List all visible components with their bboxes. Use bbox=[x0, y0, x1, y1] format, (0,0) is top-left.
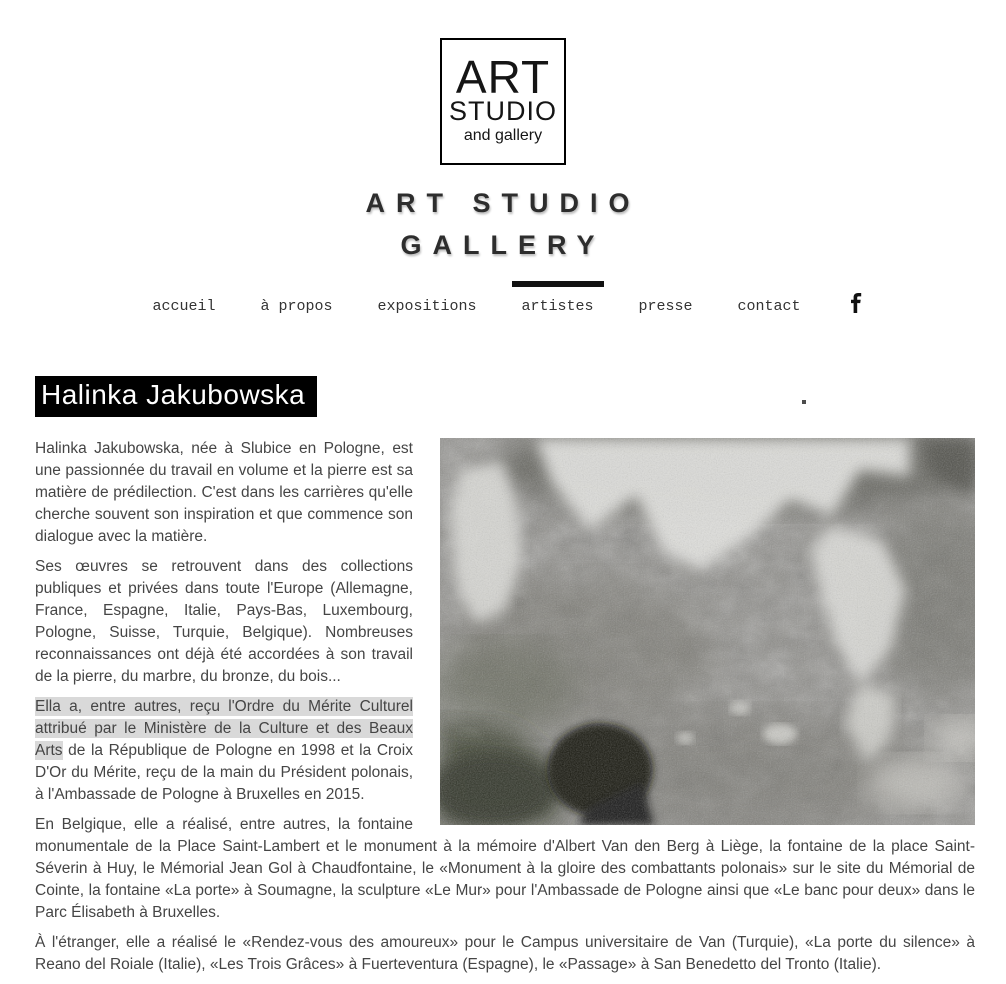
facebook-link[interactable] bbox=[848, 281, 864, 313]
artist-name-heading: Halinka Jakubowska bbox=[35, 376, 317, 417]
facebook-icon bbox=[848, 293, 864, 313]
nav-item-presse[interactable]: presse bbox=[638, 297, 693, 315]
site-title-line1: ART STUDIO bbox=[365, 188, 641, 218]
bio-paragraph-2: Ses œuvres se retrouvent dans des collections publiques et privées dans toute l'Europe (Allemagne, France, Espagne, Italie, Pays-Bas, Luxembourg, Pologne, Suisse, Turquie, Belgique). Nombreuses reconnaissances ont déjà été accordées à son travail de la pierre, du marbre, du bronze, du bois... bbox=[35, 557, 413, 685]
bio-paragraph-3-rest: de la République de Pologne en 1998 et la Croix D'Or du Mérite, reçu de la main du Président polonais, à l'Ambassade de Pologne à Bruxelles en 2015. bbox=[35, 741, 413, 803]
nav-item-a-propos[interactable]: à propos bbox=[260, 297, 333, 315]
artist-page bbox=[35, 376, 975, 984]
bio-paragraph-5: À l'étranger, elle a réalisé le «Rendez-vous des amoureux» pour le Campus universitaire de Van (Turquie), «La porte du silence» à Reano del Roiale (Italie), «Les Trois Grâces» à Fuerteventura (Espagne), le «Passage» à San Benedetto del Tronto (Italie). bbox=[35, 933, 975, 973]
artwork-photo bbox=[440, 438, 975, 825]
site-title-line2: GALLERY bbox=[400, 229, 606, 260]
highlighted-text: Ella a, entre autres, reçu l'Ordre du Mérite Culturel attribué par le Ministère de la Culture et des Beaux Arts bbox=[35, 697, 413, 759]
nav-item-contact[interactable]: contact bbox=[737, 297, 801, 315]
site-logo[interactable] bbox=[440, 38, 566, 165]
nav-item-expositions[interactable]: expositions bbox=[377, 297, 477, 315]
logo-line-studio: STUDIO bbox=[448, 96, 557, 127]
bio-paragraph-4: En Belgique, elle a réalisé, entre autres, la fontaine monumentale de la Place Saint-Lambert et le monument à la mémoire d'Albert Van den Berg à Liège, la fontaine de la place Saint-Séverin à Huy, le Mémorial Jean Gol à Chaudfontaine, le «Monument à la gloire des combattants polonais» sur le site du Mémorial de Cointe, la fontaine «La porte» à Soumagne, la sculpture «Le Mur» pour l'Ambassade de Pologne ainsi que «Le banc pour deux» dans le Parc Élisabeth à Bruxelles. bbox=[35, 815, 975, 921]
main-nav bbox=[0, 281, 1006, 319]
logo-line-and-gallery: and gallery bbox=[463, 127, 543, 145]
stray-dot bbox=[802, 400, 806, 404]
nav-item-artistes[interactable]: artistes bbox=[512, 281, 604, 319]
nav-item-accueil[interactable]: accueil bbox=[152, 297, 216, 315]
page-header bbox=[0, 0, 1006, 319]
stone-texture-photo bbox=[440, 438, 975, 825]
bio-paragraph-1: Halinka Jakubowska, née à Slubice en Pologne, est une passionnée du travail en volume et la pierre est sa matière de prédilection. C'est dans les carrières qu'elle cherche souvent son inspiration et que commence son dialogue avec la matière. bbox=[35, 439, 413, 545]
logo-line-art: ART bbox=[455, 50, 551, 103]
site-title bbox=[0, 183, 1006, 267]
artist-bio bbox=[35, 438, 975, 984]
